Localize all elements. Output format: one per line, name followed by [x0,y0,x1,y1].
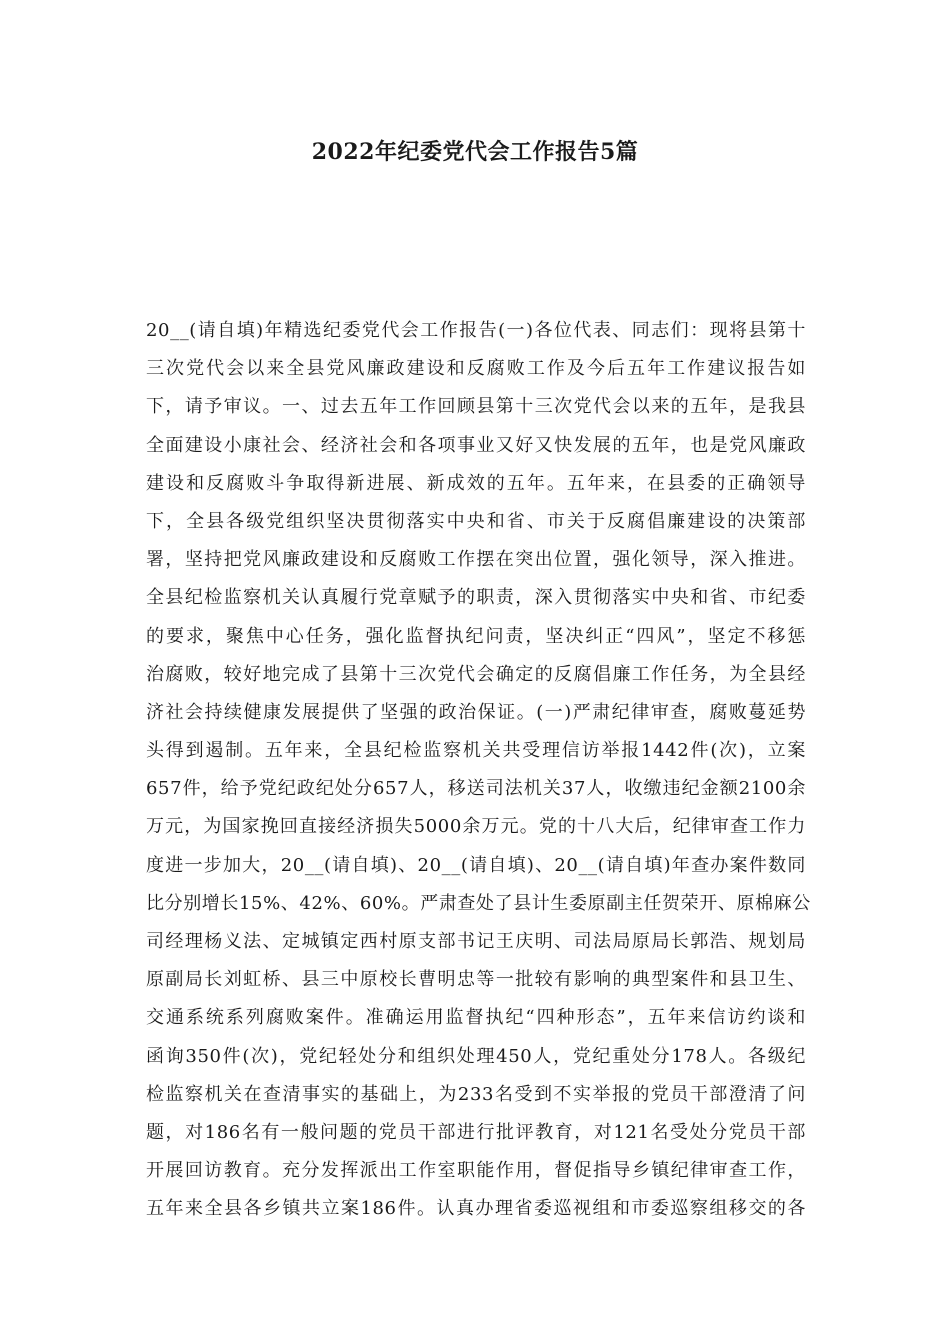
document-title: 2022年纪委党代会工作报告5篇 [311,139,639,165]
body-line: 头得到遏制。五年来，全县纪检监察机关共受理信访举报1442件(次)，立案 [146,740,806,762]
body-line: 万元，为国家挽回直接经济损失5000余万元。党的十八大后，纪律审查工作力 [146,816,806,838]
body-line: 交通系统系列腐败案件。准确运用监督执纪“四种形态”，五年来信访约谈和 [146,1007,806,1029]
body-line: 开展回访教育。充分发挥派出工作室职能作用，督促指导乡镇纪律审查工作， [146,1160,806,1182]
body-line: 下，全县各级党组织坚决贯彻落实中央和省、市关于反腐倡廉建设的决策部 [146,510,806,532]
body-line: 题，对186名有一般问题的党员干部进行批评教育，对121名受处分党员干部 [146,1121,806,1143]
body-line: 比分别增长15%、42%、60%。严肃查处了县计生委原副主任贺荣开、原棉麻公 [146,892,811,914]
body-line: 检监察机关在查清事实的基础上，为233名受到不实举报的党员干部澄清了问 [146,1083,806,1105]
body-line: 657件，给予党纪政纪处分657人，移送司法机关37人，收缴违纪金额2100余 [146,778,806,800]
body-line: 下，请予审议。一、过去五年工作回顾县第十三次党代会以来的五年，是我县 [146,396,806,418]
body-line: 署，坚持把党风廉政建设和反腐败工作摆在突出位置，强化领导，深入推进。 [146,549,806,571]
body-line: 的要求，聚焦中心任务，强化监督执纪问责，坚决纠正“四风”，坚定不移惩 [146,625,806,647]
body-line: 治腐败，较好地完成了县第十三次党代会确定的反腐倡廉工作任务，为全县经 [146,663,806,685]
body-line: 度进一步加大，20__(请自填)、20__(请自填)、20__(请自填)年查办案件数同 [146,854,806,876]
body-line: 济社会持续健康发展提供了坚强的政治保证。(一)严肃纪律审查，腐败蔓延势 [146,701,806,723]
body-line: 原副局长刘虹桥、县三中原校长曹明忠等一批较有影响的典型案件和县卫生、 [146,969,806,991]
body-line: 三次党代会以来全县党风廉政建设和反腐败工作及今后五年工作建议报告如 [146,358,806,380]
body-line: 全面建设小康社会、经济社会和各项事业又好又快发展的五年，也是党风廉政 [146,434,806,456]
body-line: 函询350件(次)，党纪轻处分和组织处理450人，党纪重处分178人。各级纪 [146,1045,806,1067]
body-line: 20__(请自填)年精选纪委党代会工作报告(一)各位代表、同志们：现将县第十 [146,320,806,341]
body-line: 建设和反腐败斗争取得新进展、新成效的五年。五年来，在县委的正确领导 [146,472,806,494]
document-body [146,312,811,1229]
body-line: 司经理杨义法、定城镇定西村原支部书记王庆明、司法局原局长郭浩、规划局 [146,931,806,952]
body-line: 全县纪检监察机关认真履行党章赋予的职责，深入贯彻落实中央和省、市纪委 [146,587,806,609]
body-line: 五年来全县各乡镇共立案186件。认真办理省委巡视组和市委巡察组移交的各 [146,1198,806,1220]
